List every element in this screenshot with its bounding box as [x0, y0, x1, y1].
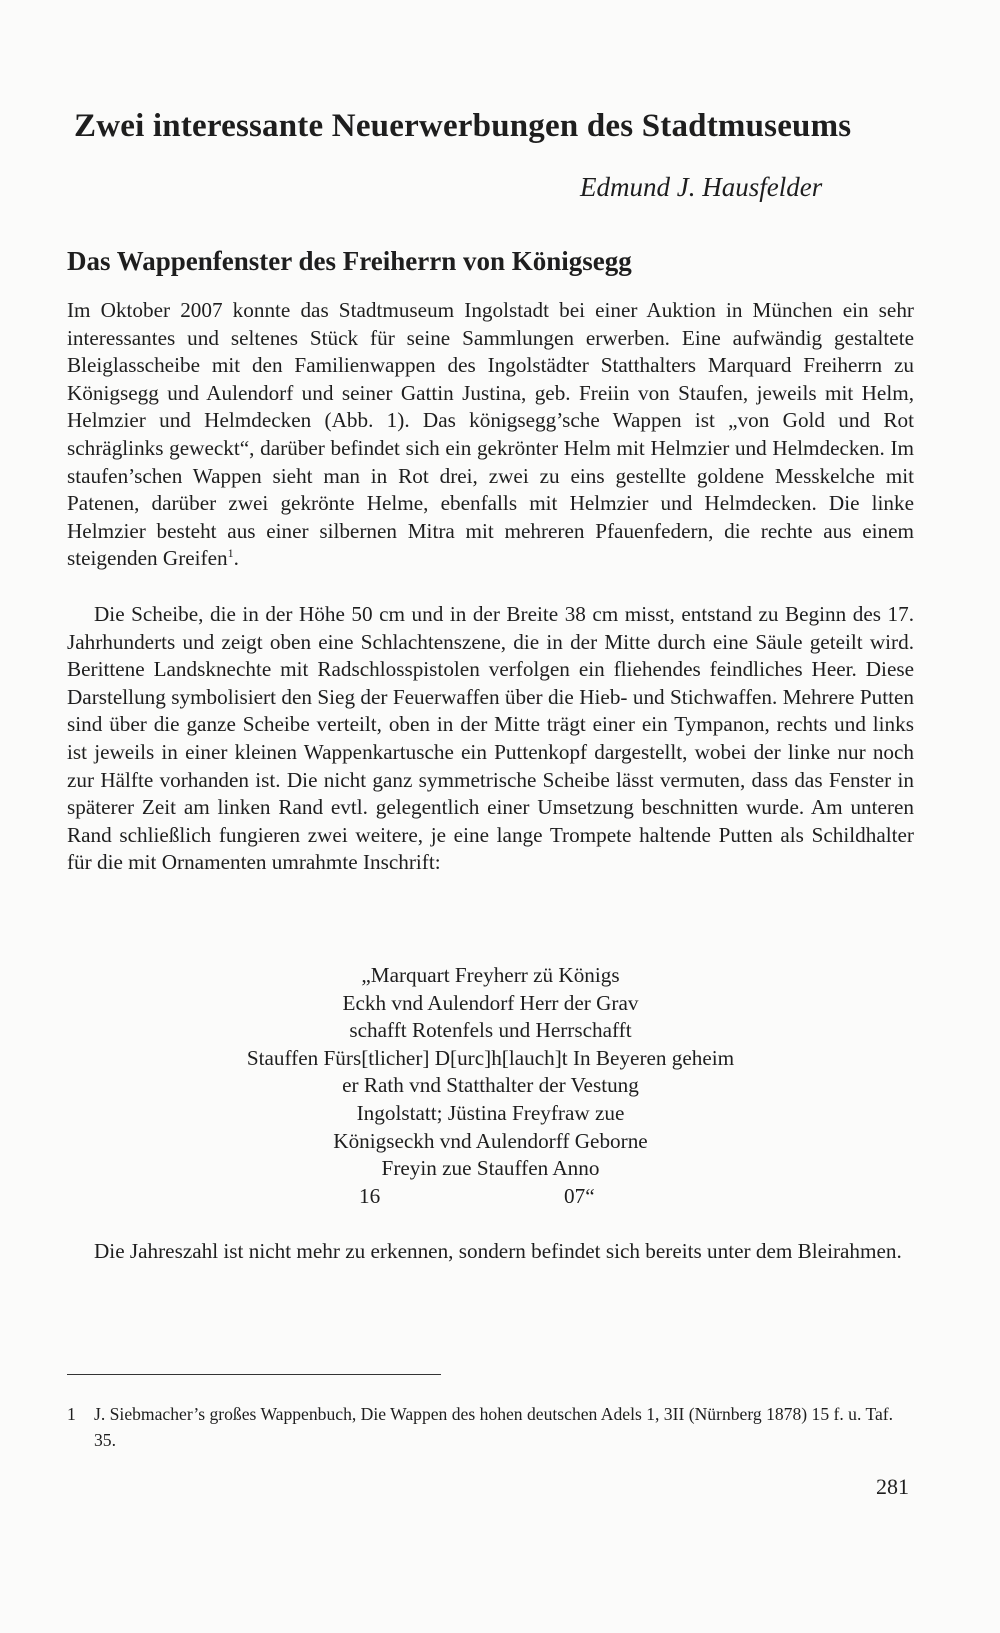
- inscription-line: schafft Rotenfels und Herrschafft: [349, 1018, 632, 1043]
- inscription-line: „Marquart Freyherr zü Königs: [361, 963, 620, 987]
- paragraph-3: Die Jahreszahl ist nicht mehr zu erkennen, sondern befindet sich bereits unter dem Bleirahmen.: [94, 1239, 902, 1263]
- inscription-line: Ingolstatt; Jüstina Freyfraw zue: [356, 1100, 625, 1125]
- footnote: [67, 1401, 914, 1453]
- inscription-line: Freyin zue Stauffen Anno: [381, 1156, 600, 1181]
- inscription-line: Königseckh vnd Aulendorff Geborne: [333, 1128, 648, 1153]
- footnote-reference: 1: [227, 546, 234, 561]
- article-author: Edmund J. Hausfelder: [580, 172, 823, 202]
- inscription: [67, 962, 914, 1210]
- section-heading: Das Wappenfenster des Freiherrn von Königsegg: [67, 246, 632, 276]
- inscription-line: Eckh vnd Aulendorf Herr der Grav: [342, 990, 639, 1015]
- inscription-year-line: [67, 1183, 914, 1211]
- page-number: 281: [876, 1474, 909, 1499]
- inscription-year-left: 16: [359, 1183, 381, 1208]
- inscription-year-right: 07“: [564, 1183, 595, 1208]
- paragraph-1: [67, 297, 914, 573]
- paragraph-1-end: .: [233, 546, 239, 571]
- footnote-number: 1: [67, 1404, 76, 1424]
- inscription-line: Stauffen Fürs[tlicher] D[urc]h[lauch]t In Beyeren geheim: [246, 1045, 735, 1070]
- paragraph-1-text: Im Oktober 2007 konnte das Stadtmuseum Ingolstadt bei einer Auktion in München ein sehr interessantes und seltenes Stück für seine Sammlungen erwerben. Eine aufwändig gestaltete Bleiglasscheibe mit den Familienwappen des Ingolstädter Statthalters Marquard Freiherrn zu Königsegg und Aulendorf und seiner Gattin Justina, geb. Freiin von Staufen, jeweils mit Helm, Helmzier und Helmdecken (Abb. 1). Das königsegg’sche Wappen ist „von Gold und Rot schräglinks geweckt“, darüber befindet sich ein gekrönter Helm mit Helmzier und Helmdecken. Im staufen’schen Wappen sieht man in Rot drei, zwei zu eins gestellte goldene Messkelche mit Patenen, darüber zwei gekrönte Helme, ebenfalls mit Helmzier und Helmdecken. Die linke Helmzier besteht aus einer silbernen Mitra mit mehreren Pfauenfedern, die rechte aus einem steigenden Greifen: [67, 298, 914, 571]
- footnote-divider: [67, 1374, 441, 1375]
- inscription-line: er Rath vnd Statthalter der Vestung: [342, 1073, 639, 1098]
- article-title: Zwei interessante Neuerwerbungen des Stadtmuseums: [74, 108, 852, 144]
- footnote-text: J. Siebmacher’s großes Wappenbuch, Die Wappen des hohen deutschen Adels 1, 3II (Nürnberg 1878) 15 f. u. Taf. 35.: [94, 1404, 894, 1450]
- paragraph-2: Die Scheibe, die in der Höhe 50 cm und in der Breite 38 cm misst, entstand zu Beginn des 17. Jahrhunderts und zeigt oben eine Schlachtenszene, die in der Mitte durch eine Säule geteilt wird. Berittene Landsknechte mit Radschlosspistolen verfolgen ein fliehendes feindliches Heer. Diese Darstellung symbolisiert den Sieg der Feuerwaffen über die Hieb- und Stichwaffen. Mehrere Putten sind über die ganze Scheibe verteilt, oben in der Mitte trägt einer ein Tympanon, rechts und links ist jeweils in einer kleinen Wappenkartusche ein Puttenkopf dargestellt, wobei der linke nur noch zur Hälfte vorhanden ist. Die nicht ganz symmetrische Scheibe lässt vermuten, dass das Fenster in späterer Zeit am linken Rand evtl. gelegentlich einer Umsetzung beschnitten wurde. Am unteren Rand schließlich fungieren zwei weitere, je eine lange Trompete haltende Putten als Schildhalter für die mit Ornamenten umrahmte Inschrift:: [67, 602, 914, 875]
